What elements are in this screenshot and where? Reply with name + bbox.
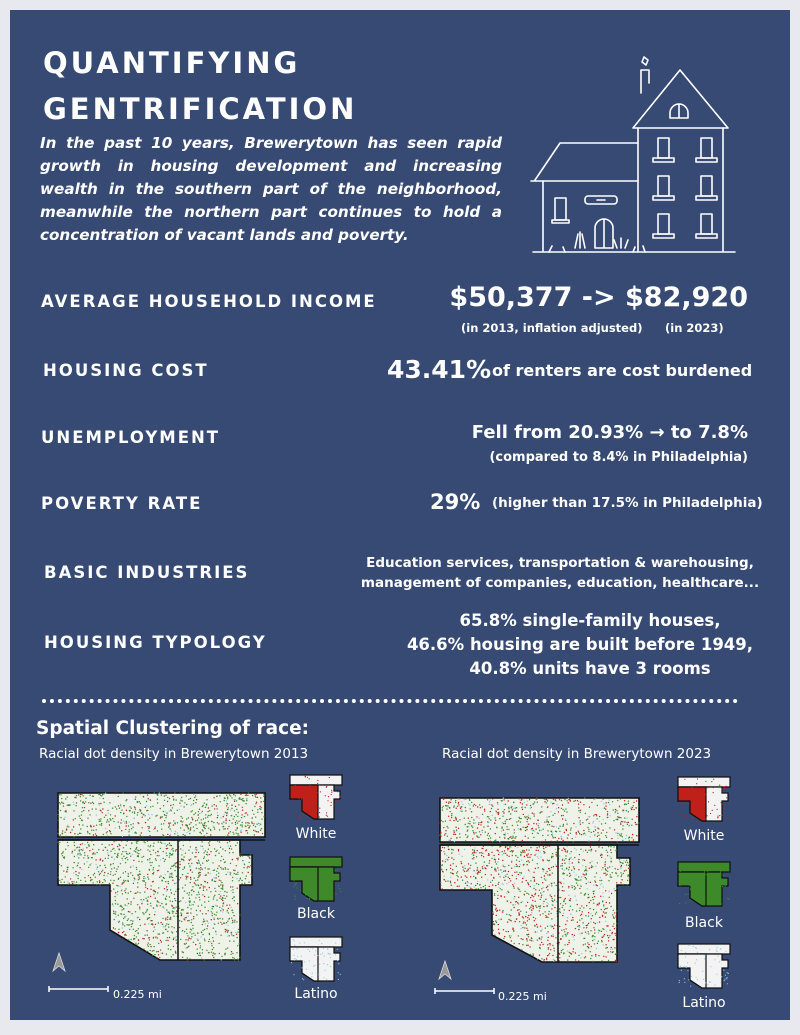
industries-label: BASIC INDUSTRIES (44, 563, 250, 582)
north-arrow-icon (438, 960, 452, 980)
legend-latino-2023: Latino (682, 995, 726, 1011)
dot-density-map-2023 (432, 790, 652, 970)
typology-line-3: 40.8% units have 3 rooms (469, 659, 711, 678)
legend-black-2023: Black (685, 915, 723, 931)
legend-white-minimap-2013 (288, 773, 344, 821)
dot-density-map-2013 (50, 785, 270, 965)
industries-line-1: Education services, transportation & warehousing, (366, 555, 754, 571)
house-illustration (525, 48, 745, 258)
legend-black-minimap-2013 (288, 855, 344, 903)
housing-cost-value: 43.41% (387, 355, 492, 384)
legend-latino-2013: Latino (294, 986, 338, 1002)
poverty-label: POVERTY RATE (41, 494, 203, 513)
maps-heading: Spatial Clustering of race: (36, 718, 310, 739)
legend-latino-minimap-2023 (676, 942, 732, 990)
poverty-note: (higher than 17.5% in Philadelphia) (492, 495, 763, 511)
typology-line-1: 65.8% single-family houses, (459, 611, 721, 630)
title-line-1: QUANTIFYING (43, 46, 301, 80)
income-note-2023: (in 2023) (665, 321, 724, 335)
legend-white-2023: White (683, 828, 725, 844)
unemployment-note: (compared to 8.4% in Philadelphia) (489, 450, 748, 465)
income-value: $50,377 -> $82,920 (449, 282, 748, 313)
title-line-2: GENTRIFICATION (43, 92, 358, 126)
legend-black-2013: Black (297, 906, 335, 922)
industries-line-2: management of companies, education, healthcare... (360, 575, 760, 591)
legend-white-2013: White (295, 826, 337, 842)
legend-black-minimap-2023 (676, 860, 732, 908)
scale-label-2013: 0.225 mi (113, 988, 162, 1001)
income-label: AVERAGE HOUSEHOLD INCOME (41, 292, 377, 311)
legend-white-minimap-2023 (676, 775, 732, 823)
north-arrow-icon (52, 952, 66, 972)
housing-cost-label: HOUSING COST (43, 361, 209, 380)
typology-label: HOUSING TYPOLOGY (44, 633, 267, 652)
typology-line-2: 46.6% housing are built before 1949, (406, 635, 754, 654)
income-note-2013: (in 2013, inflation adjusted) (461, 321, 643, 335)
scale-bar (48, 985, 110, 993)
unemployment-label: UNEMPLOYMENT (41, 428, 221, 447)
dotted-divider (42, 699, 738, 703)
map-2023-subtitle: Racial dot density in Brewerytown 2023 (442, 746, 712, 762)
legend-latino-minimap-2013 (288, 935, 344, 983)
map-2013-subtitle: Racial dot density in Brewerytown 2013 (39, 746, 309, 762)
unemployment-value: Fell from 20.93% → to 7.8% (471, 422, 748, 443)
page-title (43, 40, 357, 132)
housing-cost-text: of renters are cost burdened (492, 361, 753, 380)
infographic-poster (10, 10, 790, 1020)
intro-paragraph: In the past 10 years, Brewerytown has seen rapid growth in housing development and increasing wealth in the southern part of the neighborhood, meanwhile the northern part continues to hold a concentration of vacant lands and poverty. (40, 134, 502, 244)
scale-bar (434, 987, 496, 995)
poverty-value: 29% (430, 490, 481, 514)
scale-label-2023: 0.225 mi (498, 990, 547, 1003)
